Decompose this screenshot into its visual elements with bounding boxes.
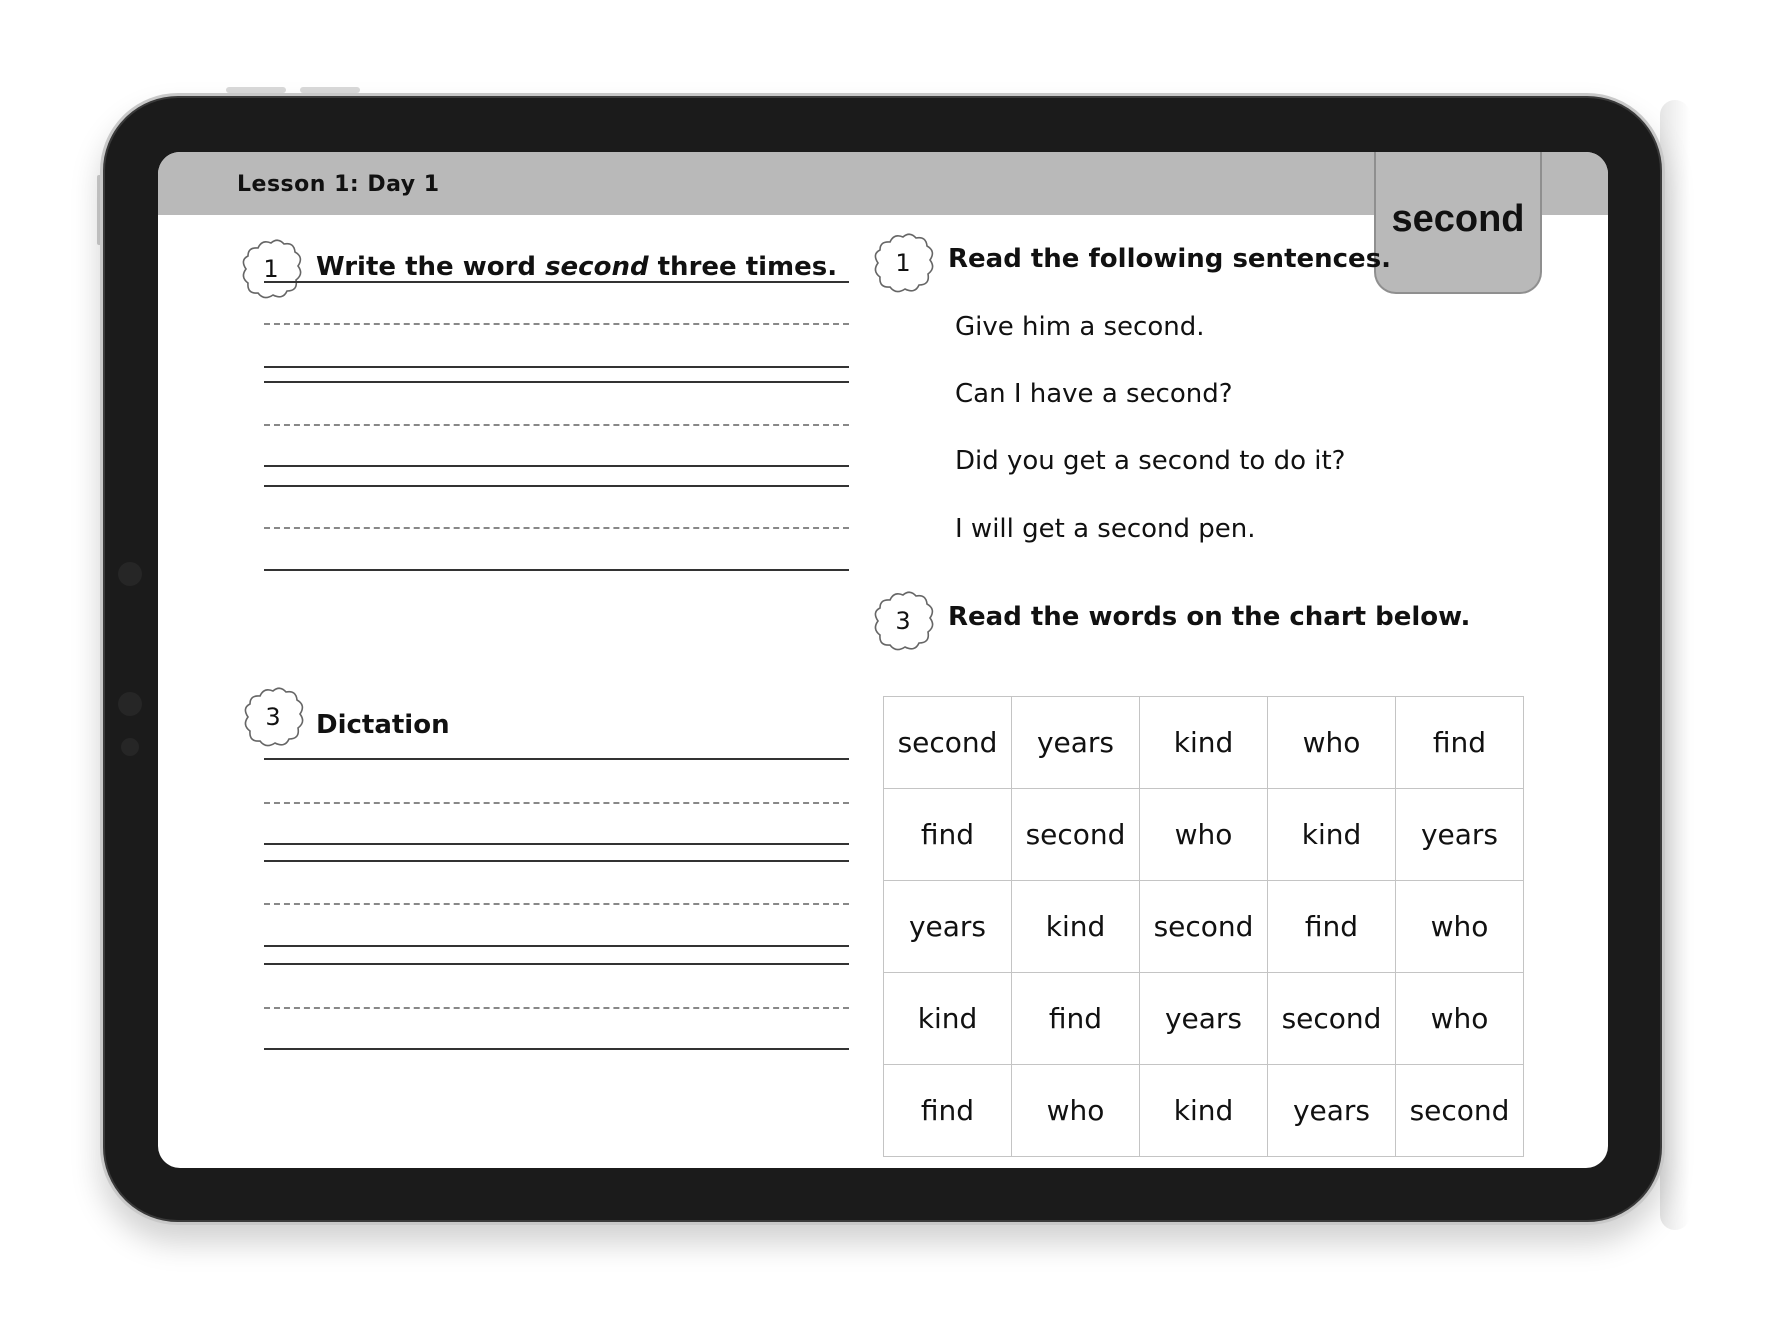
writing-guide-line [264,802,849,804]
task-number: 1 [895,249,911,277]
instruction-word: second [545,252,649,282]
word-tab-label: second [1391,198,1525,240]
cloud-badge-icon [240,684,306,750]
writing-line[interactable] [264,569,849,571]
writing-line[interactable] [264,366,849,368]
writing-guide-line [264,527,849,529]
word-cell: kind [1140,697,1268,789]
word-cell: find [884,789,1012,881]
word-cell: second [1396,1065,1524,1157]
dictation-title: Dictation [316,710,450,740]
writing-line[interactable] [264,1048,849,1050]
word-tab [1374,152,1542,294]
camera-dot [118,562,142,586]
writing-line[interactable] [264,963,849,965]
word-cell: find [1012,973,1140,1065]
cloud-badge-icon [870,230,936,296]
word-cell: second [1012,789,1140,881]
sentence: Can I have a second? [955,379,1233,409]
writing-guide-line [264,903,849,905]
word-cell: years [884,881,1012,973]
writing-guide-line [264,323,849,325]
table-row [884,881,1524,973]
word-cell: kind [1140,1065,1268,1157]
word-cell: find [1268,881,1396,973]
table-row [884,973,1524,1065]
sentence: Did you get a second to do it? [955,446,1346,476]
writing-line[interactable] [264,281,849,283]
word-cell: years [1012,697,1140,789]
word-cell: second [884,697,1012,789]
word-cell: years [1268,1065,1396,1157]
writing-line[interactable] [264,860,849,862]
chart-title: Read the words on the chart below. [948,602,1471,632]
writing-guide-line [264,424,849,426]
word-chart [883,696,1524,1157]
table-row [884,1065,1524,1157]
writing-line[interactable] [264,381,849,383]
word-cell: years [1140,973,1268,1065]
cloud-badge-icon [870,588,936,654]
word-cell: who [1268,697,1396,789]
sentence: I will get a second pen. [955,514,1256,544]
task-number: 3 [265,703,281,731]
word-cell: find [884,1065,1012,1157]
word-cell: second [1140,881,1268,973]
word-cell: second [1268,973,1396,1065]
sensor-dot [121,738,139,756]
writing-line[interactable] [264,758,849,760]
task-instruction [316,252,837,282]
writing-line[interactable] [264,465,849,467]
word-cell: kind [1012,881,1140,973]
lesson-title: Lesson 1: Day 1 [237,172,440,197]
writing-line[interactable] [264,843,849,845]
sentence: Give him a second. [955,312,1205,342]
word-cell: who [1396,973,1524,1065]
word-cell: years [1396,789,1524,881]
word-cell: who [1012,1065,1140,1157]
writing-line[interactable] [264,945,849,947]
sensor-dot [118,692,142,716]
word-cell: kind [1268,789,1396,881]
table-row [884,697,1524,789]
task-number: 3 [895,607,911,635]
sentences-title: Read the following sentences. [948,244,1392,274]
word-cell: who [1396,881,1524,973]
word-cell: find [1396,697,1524,789]
word-cell: kind [884,973,1012,1065]
writing-guide-line [264,1007,849,1009]
task-number: 1 [263,255,279,283]
worksheet-screen [158,152,1608,1168]
instruction-text: three times. [648,252,838,282]
cloud-badge-icon [238,236,304,302]
word-cell: who [1140,789,1268,881]
table-row [884,789,1524,881]
instruction-text: Write the word [316,252,546,282]
writing-line[interactable] [264,485,849,487]
